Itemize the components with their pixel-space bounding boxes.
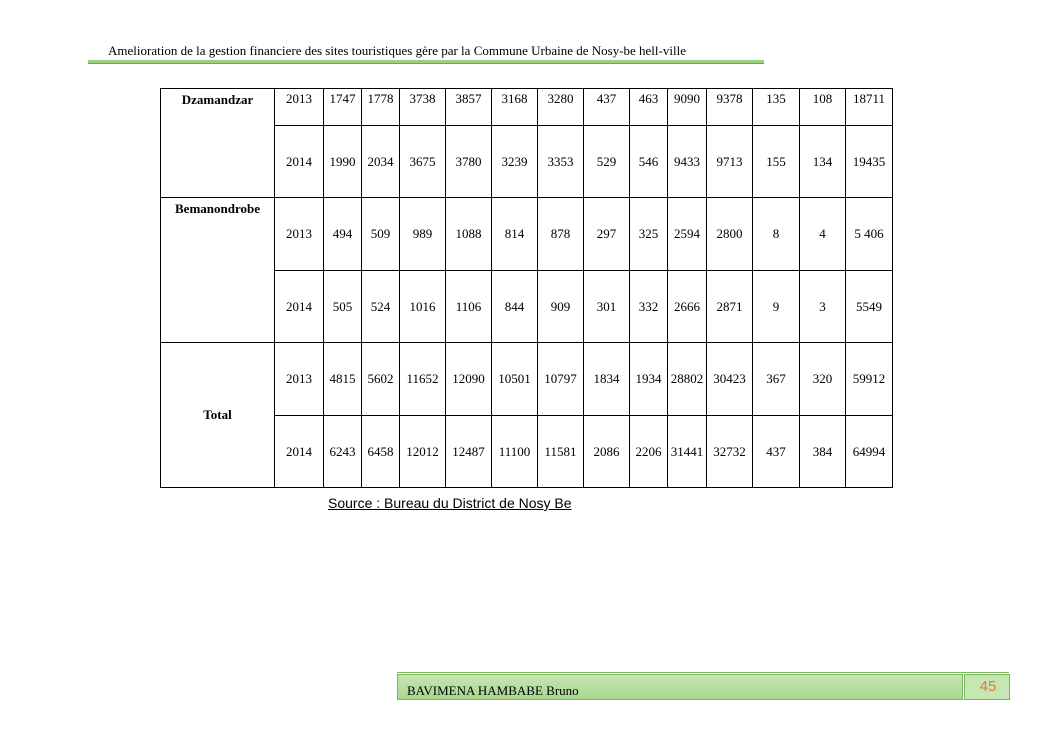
value-cell: 3675 (400, 126, 446, 198)
value-cell: 155 (753, 126, 800, 198)
value-cell: 367 (753, 343, 800, 416)
value-cell: 30423 (707, 343, 753, 416)
footer-rule (397, 672, 1009, 673)
value-cell: 909 (538, 271, 584, 343)
value-cell: 844 (492, 271, 538, 343)
value-cell: 9433 (668, 126, 707, 198)
footer-author: BAVIMENA HAMBABE Bruno (407, 683, 579, 698)
page-number: 45 (979, 678, 997, 695)
site-name-cell: Bemanondrobe (161, 198, 275, 343)
value-cell: 878 (538, 198, 584, 271)
value-cell: 494 (324, 198, 362, 271)
year-cell: 2014 (275, 126, 324, 198)
year-cell: 2013 (275, 198, 324, 271)
table-row (161, 343, 893, 416)
value-cell: 5549 (846, 271, 893, 343)
value-cell: 1106 (446, 271, 492, 343)
header-rule (88, 60, 764, 64)
table-row (161, 89, 893, 126)
value-cell: 4815 (324, 343, 362, 416)
value-cell: 9 (753, 271, 800, 343)
value-cell: 9378 (707, 89, 753, 126)
value-cell: 4 (800, 198, 846, 271)
value-cell: 12012 (400, 416, 446, 488)
value-cell: 1778 (362, 89, 400, 126)
value-cell: 505 (324, 271, 362, 343)
value-cell: 64994 (846, 416, 893, 488)
value-cell: 11100 (492, 416, 538, 488)
value-cell: 5 406 (846, 198, 893, 271)
value-cell: 3239 (492, 126, 538, 198)
year-cell: 2014 (275, 416, 324, 488)
value-cell: 546 (630, 126, 668, 198)
value-cell: 2034 (362, 126, 400, 198)
value-cell: 134 (800, 126, 846, 198)
value-cell: 3857 (446, 89, 492, 126)
value-cell: 10501 (492, 343, 538, 416)
year-cell: 2013 (275, 343, 324, 416)
value-cell: 297 (584, 198, 630, 271)
value-cell: 301 (584, 271, 630, 343)
value-cell: 524 (362, 271, 400, 343)
site-name-cell: Total (161, 343, 275, 488)
value-cell: 11652 (400, 343, 446, 416)
table-source-note: Source : Bureau du District de Nosy Be (328, 495, 572, 511)
value-cell: 437 (584, 89, 630, 126)
value-cell: 59912 (846, 343, 893, 416)
value-cell: 384 (800, 416, 846, 488)
value-cell: 12487 (446, 416, 492, 488)
document-header-title: Amelioration de la gestion financiere des sites touristiques gère par la Commune Urbaine de Nosy-be hell-ville (108, 43, 686, 58)
value-cell: 325 (630, 198, 668, 271)
value-cell: 437 (753, 416, 800, 488)
value-cell: 3353 (538, 126, 584, 198)
site-name-cell: Dzamandzar (161, 89, 275, 198)
value-cell: 3780 (446, 126, 492, 198)
year-cell: 2013 (275, 89, 324, 126)
value-cell: 8 (753, 198, 800, 271)
value-cell: 1747 (324, 89, 362, 126)
value-cell: 19435 (846, 126, 893, 198)
value-cell: 463 (630, 89, 668, 126)
value-cell: 1990 (324, 126, 362, 198)
value-cell: 18711 (846, 89, 893, 126)
value-cell: 2086 (584, 416, 630, 488)
value-cell: 1016 (400, 271, 446, 343)
value-cell: 28802 (668, 343, 707, 416)
value-cell: 1934 (630, 343, 668, 416)
value-cell: 5602 (362, 343, 400, 416)
value-cell: 1088 (446, 198, 492, 271)
value-cell: 2206 (630, 416, 668, 488)
value-cell: 31441 (668, 416, 707, 488)
value-cell: 9090 (668, 89, 707, 126)
value-cell: 10797 (538, 343, 584, 416)
value-cell: 2800 (707, 198, 753, 271)
value-cell: 6458 (362, 416, 400, 488)
value-cell: 12090 (446, 343, 492, 416)
value-cell: 108 (800, 89, 846, 126)
value-cell: 6243 (324, 416, 362, 488)
value-cell: 509 (362, 198, 400, 271)
value-cell: 1834 (584, 343, 630, 416)
value-cell: 2871 (707, 271, 753, 343)
visitor-statistics-table (160, 88, 893, 488)
value-cell: 2594 (668, 198, 707, 271)
value-cell: 3168 (492, 89, 538, 126)
value-cell: 11581 (538, 416, 584, 488)
value-cell: 989 (400, 198, 446, 271)
value-cell: 3738 (400, 89, 446, 126)
value-cell: 3 (800, 271, 846, 343)
value-cell: 135 (753, 89, 800, 126)
value-cell: 3280 (538, 89, 584, 126)
value-cell: 9713 (707, 126, 753, 198)
value-cell: 32732 (707, 416, 753, 488)
value-cell: 332 (630, 271, 668, 343)
value-cell: 320 (800, 343, 846, 416)
value-cell: 529 (584, 126, 630, 198)
value-cell: 814 (492, 198, 538, 271)
table-row (161, 198, 893, 271)
value-cell: 2666 (668, 271, 707, 343)
year-cell: 2014 (275, 271, 324, 343)
